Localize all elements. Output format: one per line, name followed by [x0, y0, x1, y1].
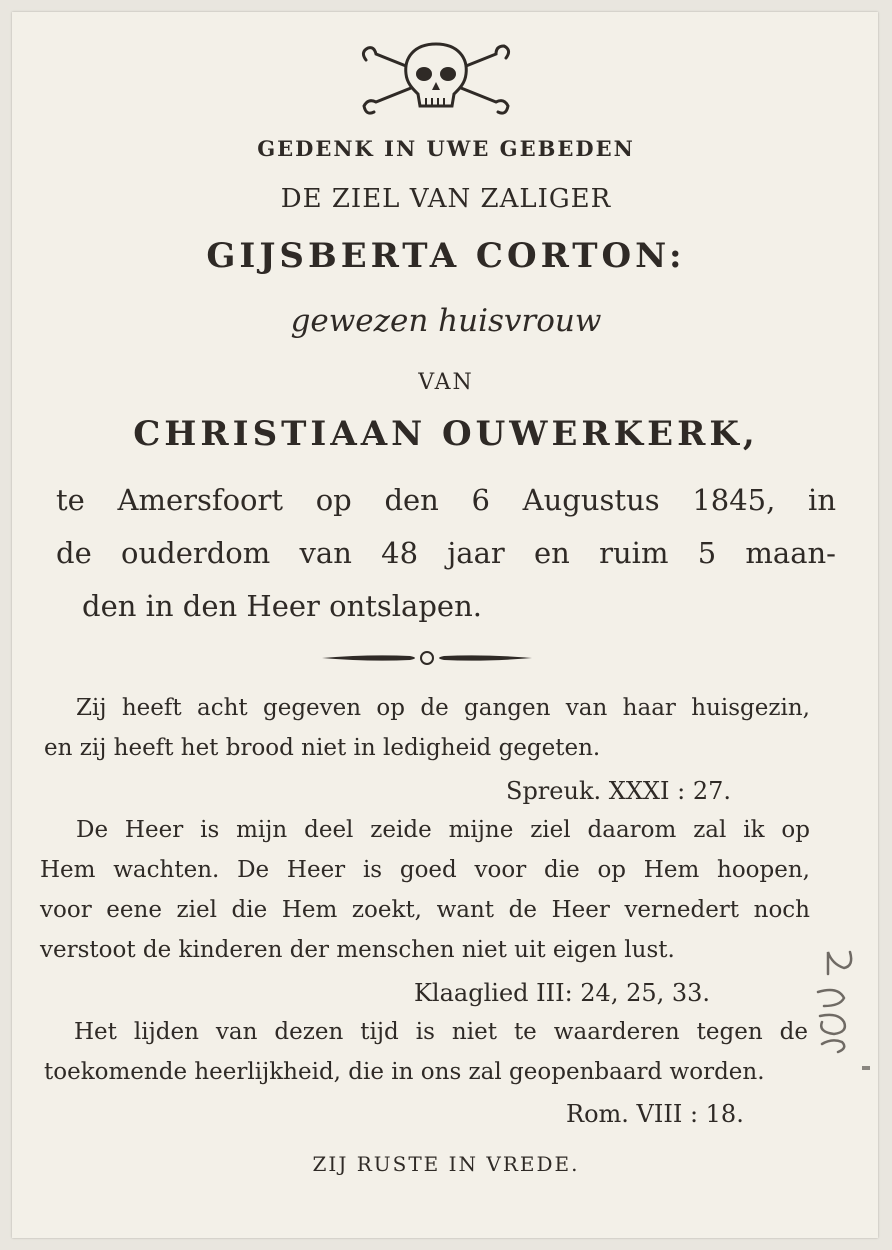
death-notice — [56, 474, 836, 633]
skull-and-crossbones-icon — [356, 40, 516, 122]
ornamental-divider-icon — [320, 646, 534, 670]
verse-line: voor eene ziel die Hem zoekt, want de Heer vernedert noch — [40, 897, 810, 923]
death-notice-line: den in den Heer ontslapen. — [82, 589, 482, 623]
verse-line: Zij heeft acht gegeven op de gangen van haar huisgezin, — [76, 695, 810, 721]
verse-line: en zij heeft het brood niet in ledigheid gegeten. — [44, 735, 601, 761]
verse-2 — [40, 810, 810, 970]
verse-line: verstoot de kinderen der menschen niet uit eigen lust. — [40, 937, 675, 963]
spouse-name: CHRISTIAAN OUWERKERK, — [133, 414, 759, 454]
heading-soul-of: DE ZIEL VAN ZALIGER — [280, 184, 612, 214]
death-notice-line: de ouderdom van 48 jaar en ruim 5 maan- — [56, 536, 836, 570]
verse-1 — [44, 688, 810, 768]
verse-3 — [44, 1012, 808, 1092]
van-text: VAN — [418, 370, 474, 395]
verse-line: Hem wachten. De Heer is goed voor die op Hem hoopen, — [40, 857, 810, 883]
edge-mark — [862, 1066, 870, 1070]
closing-text: ZIJ RUSTE IN VREDE. — [312, 1152, 580, 1176]
death-notice-line: te Amersfoort op den 6 Augustus 1845, in — [56, 483, 836, 517]
heading-remember: GEDENK IN UWE GEBEDEN — [257, 136, 635, 161]
verse-reference: Rom. VIII : 18. — [566, 1100, 744, 1128]
verse-line: Het lijden van dezen tijd is niet te waarderen tegen de — [74, 1019, 808, 1045]
relation-text: gewezen huisvrouw — [290, 303, 602, 339]
deceased-name: GIJSBERTA CORTON: — [206, 236, 686, 276]
verse-line: toekomende heerlijkheid, die in ons zal geopenbaard worden. — [44, 1059, 765, 1085]
verse-reference: Klaaglied III: 24, 25, 33. — [414, 979, 711, 1007]
verse-reference: Spreuk. XXXI : 27. — [506, 777, 731, 805]
verse-line: De Heer is mijn deel zeide mijne ziel daarom zal ik op — [76, 817, 810, 843]
handwritten-number-icon — [808, 948, 868, 1058]
